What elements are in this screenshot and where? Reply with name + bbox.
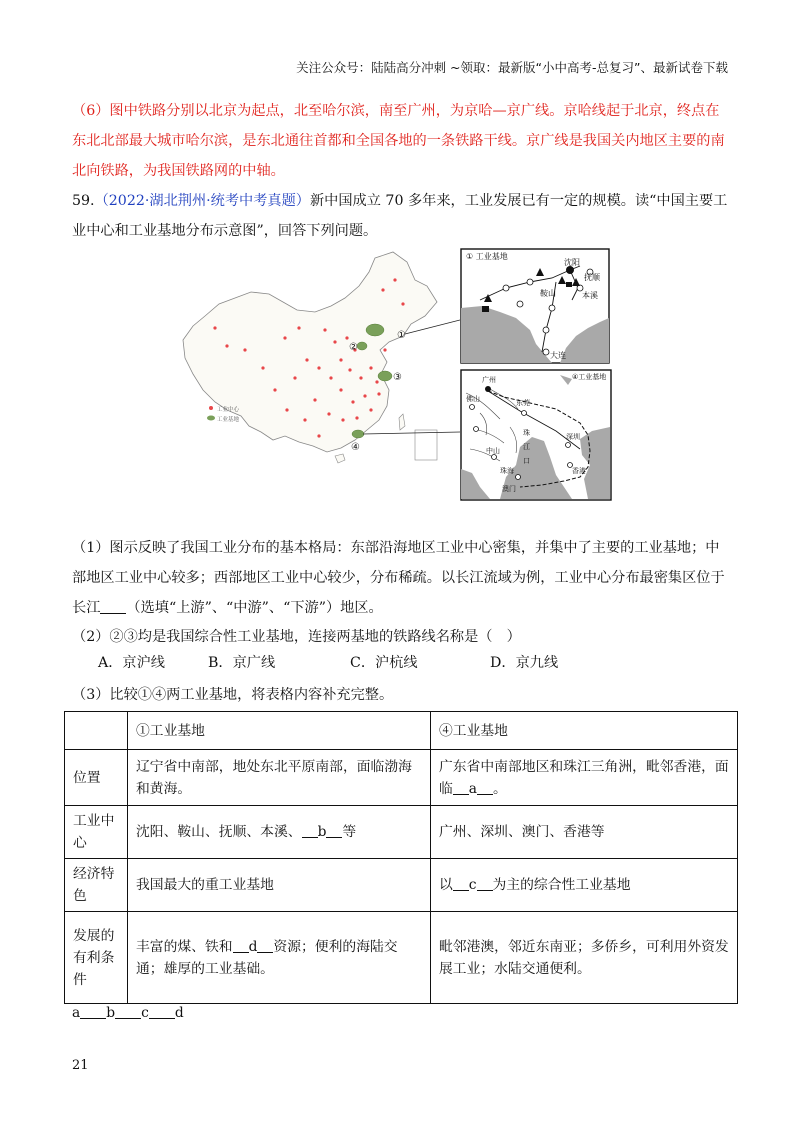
label-dongguan: 东莞 <box>516 399 530 407</box>
south-sea-inset <box>415 430 437 460</box>
china-industry-map <box>175 250 460 469</box>
table-header-cell <box>65 712 128 750</box>
answer-blank-b[interactable] <box>115 1004 141 1019</box>
sub1-line2: 部地区工业中心较多；西部地区工业中心较少，分布稀疏。以长江流域为例，工业中心分布最密集区位于 <box>72 570 725 586</box>
row-label: 位置 <box>65 750 128 806</box>
label-shenzhen: 深圳 <box>566 433 580 441</box>
svg-text:工业基地: 工业基地 <box>217 417 240 423</box>
answer-blank-a[interactable] <box>80 1004 106 1019</box>
city-benxi: 本溪 <box>582 291 598 300</box>
table-cell: 沈阳、鞍山、抚顺、本溪、 b 等 <box>128 806 431 859</box>
map-legend <box>207 405 240 423</box>
table-cell: 我国最大的重工业基地 <box>128 859 431 912</box>
table-header-row <box>65 712 738 750</box>
city-shenyang: 沈阳 <box>564 258 580 267</box>
table-header-cell: ④工业基地 <box>431 712 738 750</box>
marker-1: ① <box>397 330 406 341</box>
label-jiang: 江 <box>523 443 530 451</box>
page-header: 关注公众号：陆陆高分冲刺 ~领取：最新版“小中高考-总复习”、最新试卷下载 <box>296 60 728 75</box>
answer-blank-1[interactable] <box>100 599 126 614</box>
question-stem-line1: 新中国成立 70 多年来，工业发展已有一定的规模。读“中国主要工 <box>309 193 728 209</box>
marker-3: ③ <box>393 372 402 383</box>
sub2-options <box>98 652 558 672</box>
question-stem <box>72 186 732 216</box>
label-zhongshan: 中山 <box>486 447 500 455</box>
table-cell: 广东省中南部地区和珠江三角洲，毗邻香港，面临 a 。 <box>431 750 738 806</box>
table-header-cell: ①工业基地 <box>128 712 431 750</box>
previous-answer-explanation: （6）图中铁路分别以北京为起点，北至哈尔滨，南至广州，为京哈—京广线。京哈线起于北京，终点在东北北部最大城市哈尔滨，是东北通往首都和全国各地的一条铁路干线。京广线是我国关内地区主要的南北向铁路，为我国铁路网的中轴。 <box>72 103 725 179</box>
page-number: 21 <box>72 1058 89 1073</box>
marker-4: ④ <box>351 442 360 453</box>
inset1-title: ① 工业基地 <box>466 252 508 261</box>
question-number: 59. <box>72 193 95 209</box>
table-cell: 丰富的煤、铁和 d 资源；便利的海陆交通；雄厚的工业基础。 <box>128 912 431 1004</box>
inset-map-base1 <box>460 248 610 368</box>
table-cell: 毗邻港澳，邻近东南亚；多侨乡，可利用外资发展工业；水陆交通便利。 <box>431 912 738 1004</box>
option-d[interactable]: D．京九线 <box>490 655 559 671</box>
blank-marker-c: c <box>468 877 477 893</box>
table-row <box>65 859 738 912</box>
label-foshan: 佛山 <box>466 395 480 403</box>
table-row <box>65 750 738 806</box>
question-source: （2022·湖北荆州·统考中考真题） <box>94 193 310 209</box>
table-cell: 以 c 为主的综合性工业基地 <box>431 859 738 912</box>
label-guangzhou: 广州 <box>482 376 496 384</box>
question-stem-line2: 业中心和工业基地分布示意图”，回答下列问题。 <box>72 223 378 239</box>
label-hongkong: 香港 <box>572 467 586 475</box>
table-cell: 广州、深圳、澳门、香港等 <box>431 806 738 859</box>
row-label: 工业中心 <box>65 806 128 859</box>
hainan-island <box>335 454 345 463</box>
sub3-question: （3）比较①④两工业基地，将表格内容补充完整。 <box>72 687 394 703</box>
row-label: 经济特色 <box>65 859 128 912</box>
blank-marker-a: a <box>468 780 478 797</box>
sub1-line3: 长江 （选填“上游”、“中游”、“下游”）地区。 <box>72 600 383 616</box>
option-a[interactable]: A．京沪线 <box>98 655 165 671</box>
svg-text:工业中心: 工业中心 <box>217 407 240 413</box>
city-anshan: 鞍山 <box>540 289 556 298</box>
table-row <box>65 912 738 1004</box>
option-c[interactable]: C．沪杭线 <box>350 655 418 671</box>
marker-2: ② <box>349 342 358 353</box>
city-fushun: 抚顺 <box>584 273 600 282</box>
table-cell: 辽宁省中南部，地处东北平原南部，面临渤海和黄海。 <box>128 750 431 806</box>
label-macau: 澳门 <box>502 485 516 493</box>
option-b[interactable]: B．京广线 <box>208 655 276 671</box>
inset2-title: ④工业基地 <box>572 373 607 381</box>
table-row <box>65 806 738 859</box>
city-dalian: 大连 <box>550 351 566 360</box>
blank-marker-d: d <box>248 938 258 955</box>
comparison-table <box>64 711 738 1004</box>
inset-map-base4 <box>460 369 612 505</box>
row-label: 发展的有利条件 <box>65 912 128 1004</box>
label-zhu: 珠 <box>523 429 530 437</box>
blank-marker-b: b <box>317 824 327 840</box>
taiwan-island <box>399 414 405 430</box>
answer-blanks-line: a b c d <box>72 1005 184 1021</box>
label-zhuhai: 珠海 <box>500 467 514 475</box>
sub2-question: （2）②③均是我国综合性工业基地，连接两基地的铁路线名称是（ ） <box>72 629 521 645</box>
label-kou: 口 <box>523 457 530 465</box>
answer-blank-c[interactable] <box>149 1004 175 1019</box>
sub1-line1: （1）图示反映了我国工业分布的基本格局：东部沿海地区工业中心密集，并集中了主要的工业基地；中 <box>72 540 720 556</box>
